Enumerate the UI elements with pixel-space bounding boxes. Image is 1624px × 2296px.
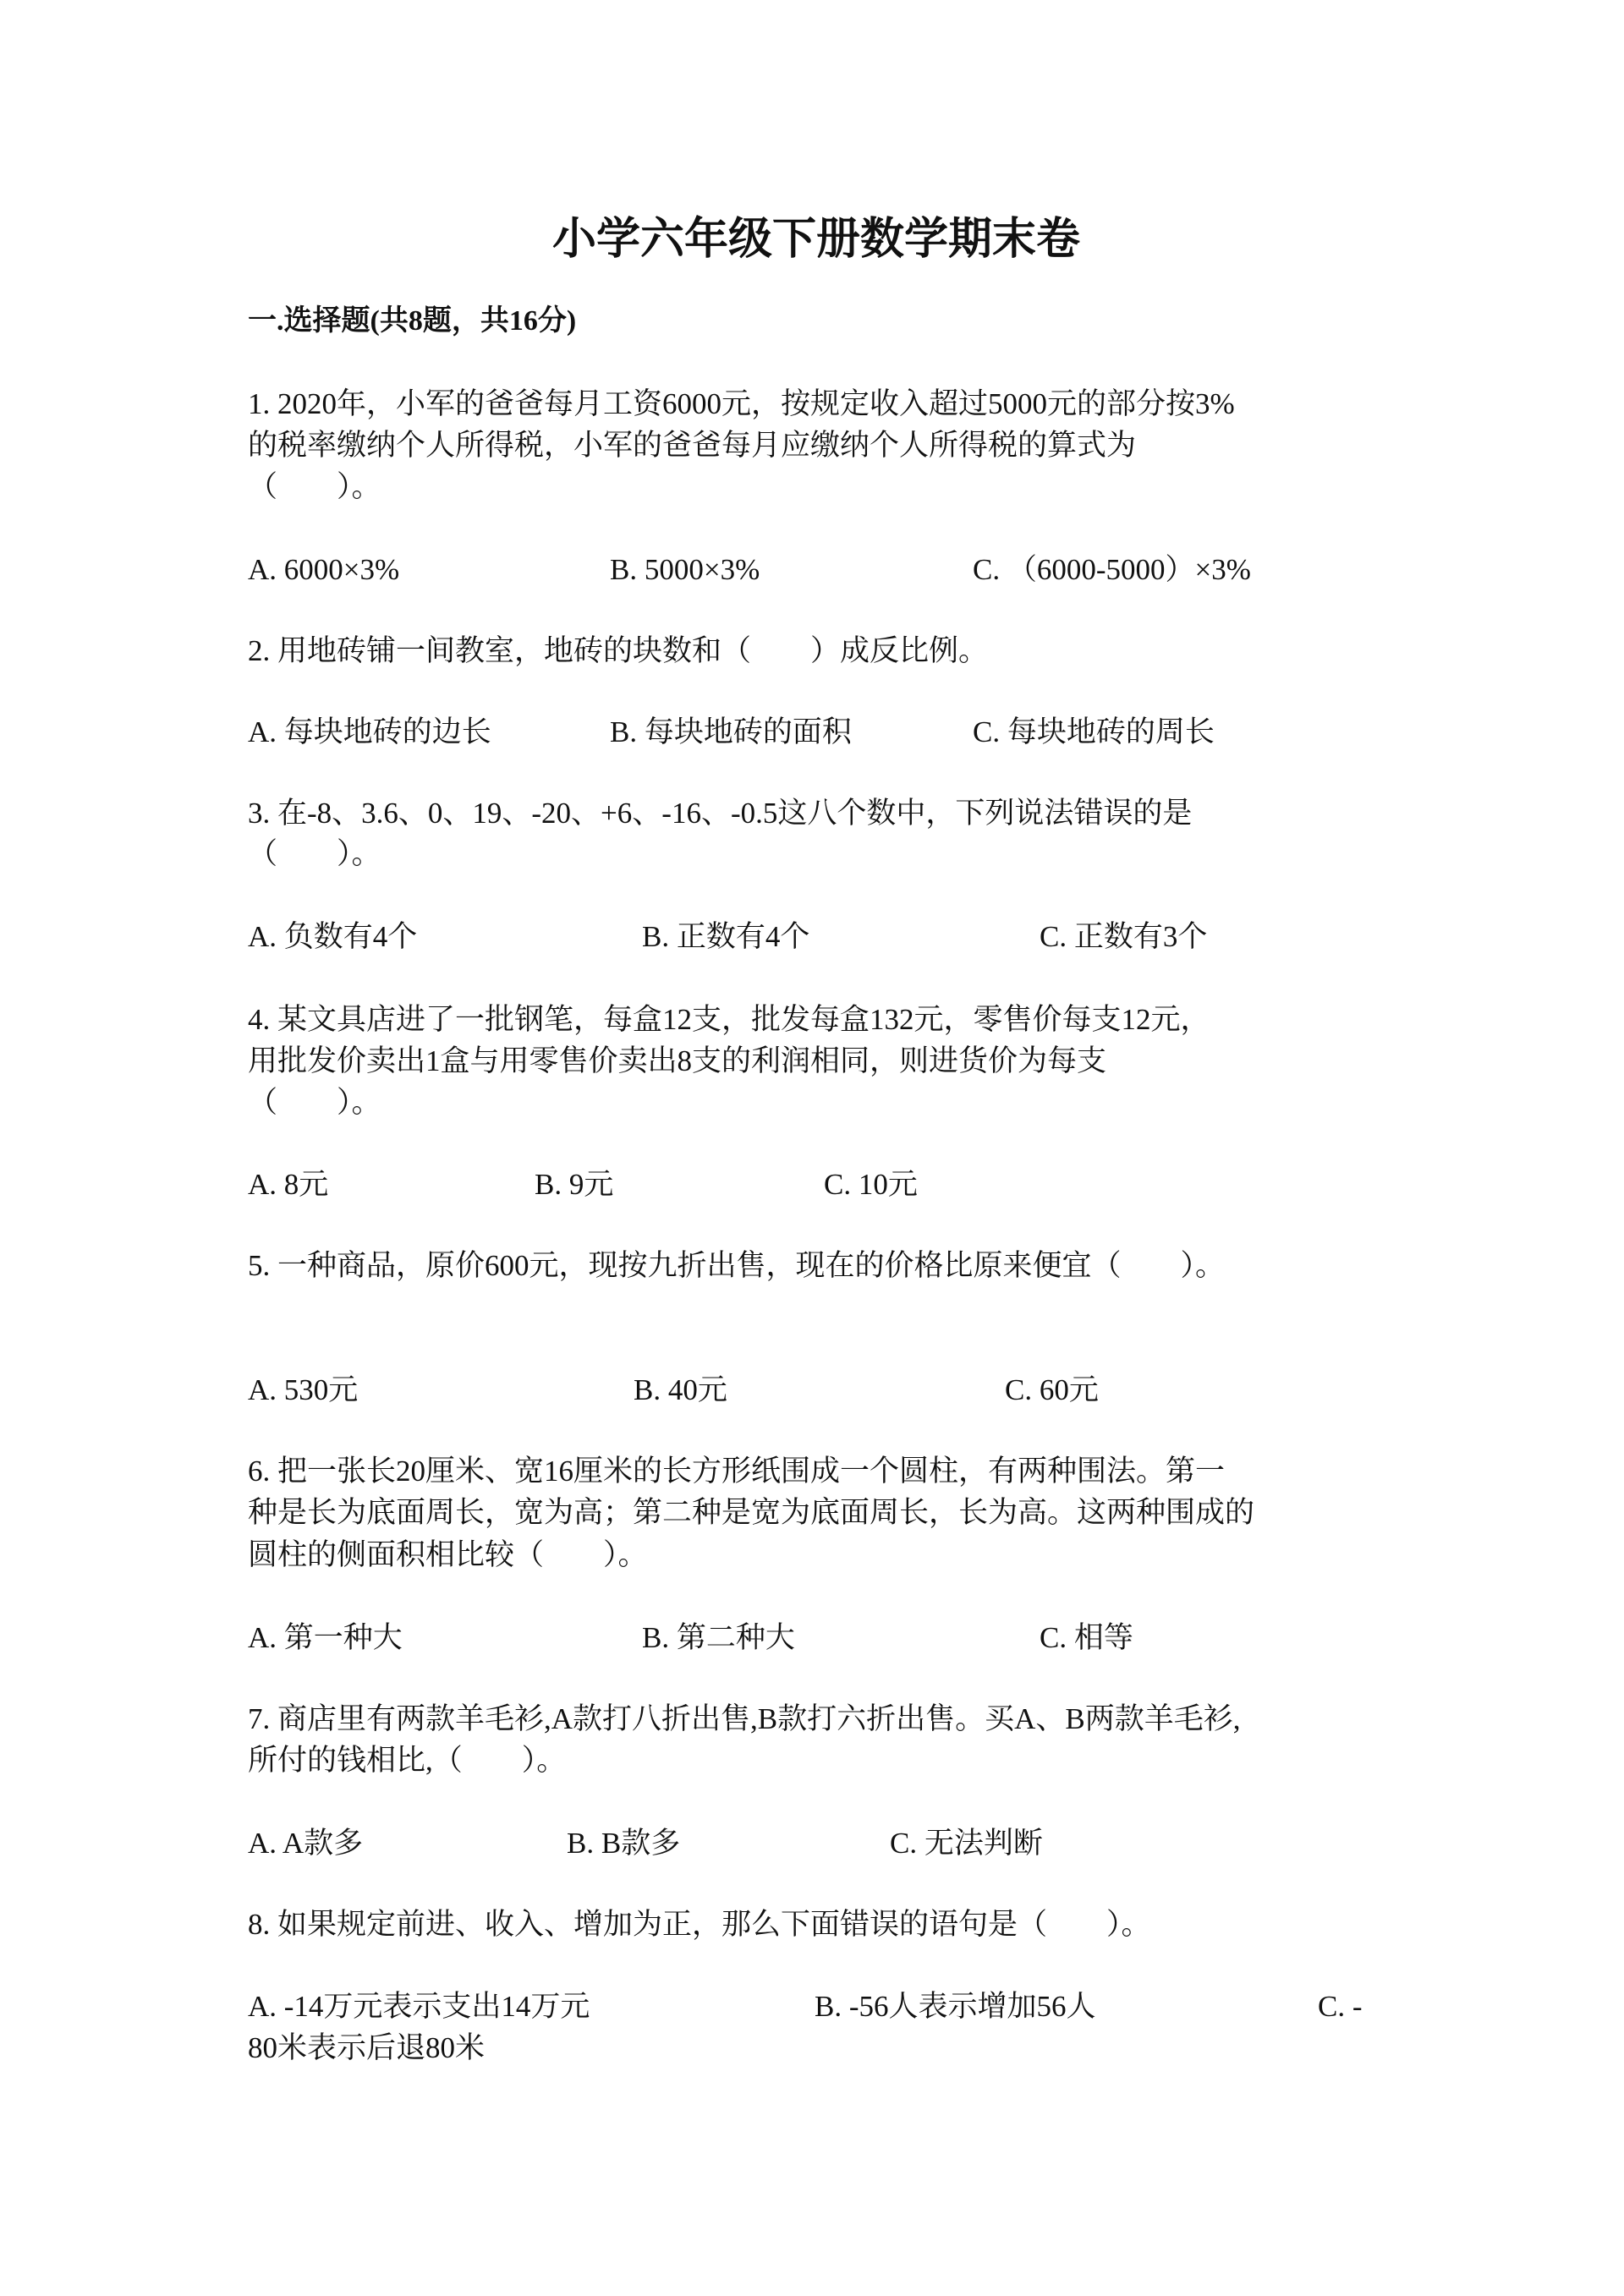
question-7-option: A. A款多	[248, 1827, 364, 1860]
question-3-option: B. 正数有4个	[642, 920, 810, 953]
question-5-option: B. 40元	[634, 1373, 727, 1406]
question-1-text: 的税率缴纳个人所得税，小军的爸爸每月应缴纳个人所得税的算式为	[248, 429, 1137, 462]
question-6-option: B. 第二种大	[642, 1621, 795, 1654]
question-3-option: C. 正数有3个	[1040, 920, 1208, 953]
question-4-text: （ ）。	[248, 1086, 381, 1119]
question-6-text: 圆柱的侧面积相比较（ ）。	[248, 1538, 648, 1571]
question-2-text: 2. 用地砖铺一间教室，地砖的块数和（ ）成反比例。	[248, 634, 989, 667]
question-7-text: 7. 商店里有两款羊毛衫,A款打八折出售,B款打六折出售。买A、B两款羊毛衫,	[248, 1702, 1241, 1735]
question-7-option: C. 无法判断	[890, 1827, 1043, 1860]
question-5-option: A. 530元	[248, 1373, 359, 1406]
question-4-text: 4. 某文具店进了一批钢笔，每盒12支，批发每盒132元，零售价每支12元，	[248, 1003, 1210, 1036]
question-2-option: A. 每块地砖的边长	[248, 715, 491, 748]
question-6-text: 种是长为底面周长，宽为高；第二种是宽为底面周长，长为高。这两种围成的	[248, 1496, 1255, 1529]
question-6-option: C. 相等	[1040, 1621, 1133, 1654]
question-7-option: B. B款多	[567, 1827, 681, 1860]
question-8-option: C. -	[1318, 1990, 1363, 2023]
question-4-text: 用批发价卖出1盒与用零售价卖出8支的利润相同，则进货价为每支	[248, 1044, 1107, 1077]
page-title: 小学六年级下册数学期末卷	[551, 216, 1080, 264]
question-4-option: B. 9元	[535, 1168, 614, 1201]
question-1-text: （ ）。	[248, 470, 381, 503]
question-1-option: B. 5000×3%	[610, 553, 760, 586]
question-8-option: 80米表示后退80米	[248, 2031, 486, 2064]
question-1-option: A. 6000×3%	[248, 553, 400, 586]
question-1-text: 1. 2020年，小军的爸爸每月工资6000元，按规定收入超过5000元的部分按3%	[248, 387, 1235, 420]
question-7-text: 所付的钱相比,（ ）。	[248, 1744, 567, 1777]
question-2-option: B. 每块地砖的面积	[610, 715, 852, 748]
question-4-option: C. 10元	[824, 1168, 918, 1201]
question-3-text: 3. 在-8、3.6、0、19、-20、+6、-16、-0.5这八个数中，下列说法错误的是	[248, 797, 1193, 830]
question-8-option: B. -56人表示增加56人	[815, 1990, 1096, 2023]
question-1-option: C. （6000-5000）×3%	[973, 553, 1251, 586]
question-5-option: C. 60元	[1005, 1373, 1099, 1406]
question-6-text: 6. 把一张长20厘米、宽16厘米的长方形纸围成一个圆柱，有两种围法。第一	[248, 1455, 1226, 1488]
question-5-text: 5. 一种商品，原价600元，现按九折出售，现在的价格比原来便宜（ ）。	[248, 1249, 1226, 1282]
question-8-text: 8. 如果规定前进、收入、增加为正，那么下面错误的语句是（ ）。	[248, 1908, 1151, 1941]
question-3-option: A. 负数有4个	[248, 920, 418, 953]
section-heading: 一.选择题(共8题，共16分)	[248, 305, 577, 337]
question-6-option: A. 第一种大	[248, 1621, 403, 1654]
question-2-option: C. 每块地砖的周长	[973, 715, 1215, 748]
question-8-option: A. -14万元表示支出14万元	[248, 1990, 590, 2023]
question-4-option: A. 8元	[248, 1168, 329, 1201]
question-3-text: （ ）。	[248, 837, 381, 870]
